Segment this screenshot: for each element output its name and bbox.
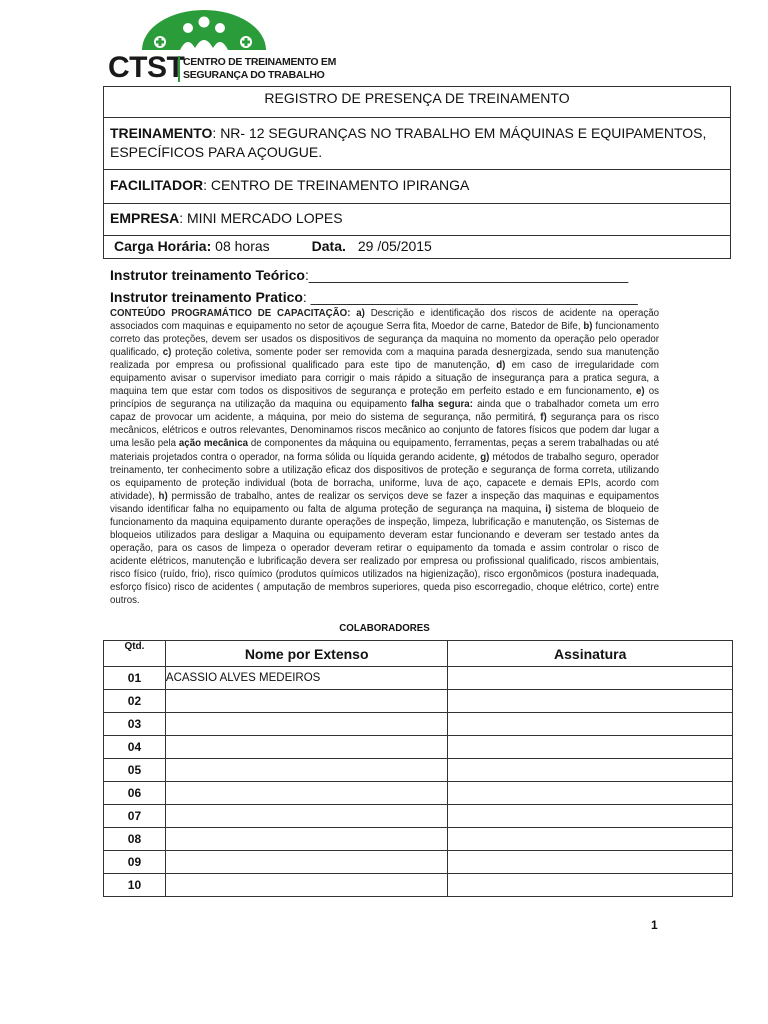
item-d: d) <box>496 360 506 372</box>
conteudo-label: CONTEÚDO PROGRAMÁTICO DE CAPACITAÇÃO: <box>110 308 351 319</box>
table-header-row <box>104 641 733 667</box>
assinatura-field[interactable] <box>448 736 733 759</box>
table-row <box>104 667 733 690</box>
table-row <box>104 851 733 874</box>
carga-row <box>104 236 730 258</box>
instrutor-teorico <box>110 267 628 283</box>
instrutor-teorico-line: :_________________________________________ <box>304 267 629 283</box>
facilitador-label: FACILITADOR <box>110 177 204 193</box>
item-h: h) <box>158 490 168 502</box>
table-row <box>104 874 733 897</box>
nome-field[interactable] <box>165 874 448 897</box>
nome-field[interactable] <box>165 805 448 828</box>
item-i: , i) <box>538 503 552 515</box>
table-row <box>104 690 733 713</box>
item-c: c) <box>162 347 172 359</box>
item-a: a) <box>356 308 365 319</box>
col-qtd-header: Qtd. <box>104 641 166 667</box>
text-h: permissão de trabalho, antes de realizar os serviços deve se fazer a inspeção das maquinas e equipamentos visando identificar falha no equipamento ou falta de alguma proteção de segurança na maquina <box>110 490 659 515</box>
col-nome-header: Nome por Extenso <box>165 641 448 667</box>
empresa-row <box>104 204 730 236</box>
acao-mecanica: ação mecânica <box>178 438 249 450</box>
text-g: métodos de trabalho seguro, operador treinamento, ter conhecimento sobre a utilização eficaz dos dispositivos de proteção e segurança de forma correta, utilizando os equipamento de proteção individual (bota de borracha, uniforme, luva de aço, capacete e demais EPIs, acordo com atividade), <box>110 451 659 502</box>
item-b: b) <box>583 321 593 333</box>
table-row <box>104 736 733 759</box>
logo-acronym: CTST <box>108 51 185 84</box>
text-acao: de componentes da máquina ou equipamento, ferramentas, peças a serem trabalhadas ou até materiais projetados contra o operador, na forma sólida ou líquida gerando acidente, <box>110 438 660 463</box>
nome-field[interactable]: ACASSIO ALVES MEDEIROS <box>165 667 448 690</box>
item-e: e) <box>636 386 645 398</box>
row-number: 04 <box>104 736 166 759</box>
header-table <box>103 86 731 259</box>
nome-field[interactable] <box>165 736 448 759</box>
text-e: os princípios de segurança na utilização da maquina ou equipamento <box>110 386 659 411</box>
document-title: REGISTRO DE PRESENÇA DE TREINAMENTO <box>104 87 730 118</box>
table-row <box>104 828 733 851</box>
row-number: 09 <box>104 851 166 874</box>
text-a: Descrição e identificação dos riscos de acidente na operação associados com maquinas e equipamento no setor de açougue Serra fita, Moedor de carne, Batedor de Bife, <box>110 308 659 333</box>
text-falha: ainda que o trabalhador cometa um erro capaz de provocar um acidente, a máquina, por meio do sistema de segurança, não permitirá, <box>110 399 660 424</box>
nome-field[interactable] <box>165 851 448 874</box>
row-number: 01 <box>104 667 166 690</box>
logo-subtitle <box>178 56 336 82</box>
instrutor-pratico <box>110 289 638 305</box>
logo-line2: SEGURANÇA DO TRABALHO <box>183 69 325 81</box>
table-row <box>104 759 733 782</box>
instrutor-pratico-line: : __________________________________________ <box>302 289 638 305</box>
table-row <box>104 805 733 828</box>
table-row <box>104 782 733 805</box>
logo-line1: CENTRO DE TREINAMENTO EM <box>183 56 337 68</box>
text-b: funcionamento correto das proteções, devem ser usados os dispositivos de segurança da maquina no momento da operação pelo operador qualificado, <box>110 321 659 359</box>
empresa-value: : MINI MERCADO LOPES <box>179 210 343 226</box>
assinatura-field[interactable] <box>448 874 733 897</box>
treinamento-value: : NR- 12 SEGURANÇAS NO TRABALHO EM MÁQUINAS E EQUIPAMENTOS, ESPECÍFICOS PARA AÇOUGUE. <box>110 125 707 160</box>
carga-label: Carga Horária: <box>114 238 212 254</box>
instrutor-teorico-label: Instrutor treinamento Teórico <box>110 267 305 283</box>
treinamento-label: TREINAMENTO <box>110 125 213 141</box>
nome-field[interactable] <box>165 759 448 782</box>
row-number: 10 <box>104 874 166 897</box>
nome-field[interactable] <box>165 713 448 736</box>
nome-field[interactable] <box>165 782 448 805</box>
row-number: 05 <box>104 759 166 782</box>
text-d: em caso de irregularidade com equipamento avisar o supervisor imediato para corrigir o mais rápido a situação de insegurança para a pratica segura, a maquina tem que estar com todos os dispositivos de segurança e proteção em perfeito estado e em funcionamento, <box>110 360 659 398</box>
page-number: 1 <box>651 918 658 932</box>
col-assinatura-header: Assinatura <box>448 641 733 667</box>
assinatura-field[interactable] <box>448 851 733 874</box>
assinatura-field[interactable] <box>448 828 733 851</box>
row-number: 08 <box>104 828 166 851</box>
data-label: Data. <box>311 238 346 254</box>
colaboradores-title: COLABORADORES <box>339 623 430 634</box>
assinatura-field[interactable] <box>448 782 733 805</box>
row-number: 06 <box>104 782 166 805</box>
row-number: 02 <box>104 690 166 713</box>
carga-value: 08 horas <box>211 238 270 254</box>
text-f: segurança para os risco mecânicos, elétricos e outros relevantes, Denominamos riscos mecânico ao conjunto de fatores físicos que podem dar lugar a uma lesão pela <box>110 412 659 450</box>
falha-segura: falha segura: <box>411 399 473 411</box>
facilitador-row <box>104 170 730 204</box>
assinatura-field[interactable] <box>448 759 733 782</box>
colaboradores-table <box>103 640 733 897</box>
text-i: sistema de bloqueio de funcionamento da maquina equipamento durante operações de inspeção, limpeza, lubrificação e manutenção, os Sistemas de bloqueios utilizados para desligar a Maquina ou equipamento deveram estar funcionando e deveram ser testado antes da operação, para os casos de limpeza o operador deveram retirar o equipamento da tomada e assim controlar o risco de acidente elétricos, manutenção e lubrificação devera ser realizado por empresa ou profissional qualificado, riscos ambientais, risco físico (ruído, frio), risco químico (produtos químicos utilizados na higienização), risco ergonômicos (postura inadequada, esforço físico) risco de acidentes ( amputação de membros superiores, queda piso escorregadio, choque elétrico, corte) entre outros. <box>110 503 659 607</box>
nome-field[interactable] <box>165 828 448 851</box>
conteudo-programatico <box>110 307 659 607</box>
item-g: g) <box>480 451 490 463</box>
nome-field[interactable] <box>165 690 448 713</box>
assinatura-field[interactable] <box>448 713 733 736</box>
assinatura-field[interactable] <box>448 690 733 713</box>
item-f: f) <box>540 412 547 424</box>
table-row <box>104 713 733 736</box>
assinatura-field[interactable] <box>448 667 733 690</box>
assinatura-field[interactable] <box>448 805 733 828</box>
facilitador-value: : CENTRO DE TREINAMENTO IPIRANGA <box>203 177 470 193</box>
empresa-label: EMPRESA <box>110 210 180 226</box>
treinamento-row <box>104 118 730 170</box>
data-value: 29 /05/2015 <box>357 238 432 254</box>
row-number: 07 <box>104 805 166 828</box>
instrutor-pratico-label: Instrutor treinamento Pratico <box>110 289 303 305</box>
row-number: 03 <box>104 713 166 736</box>
text-c: proteção coletiva, somente poder ser removida com a maquina parada desnergizada, sendo sua manutenção realizada por empresa ou profissional qualificado para este tipo de manutenção, <box>110 347 660 372</box>
